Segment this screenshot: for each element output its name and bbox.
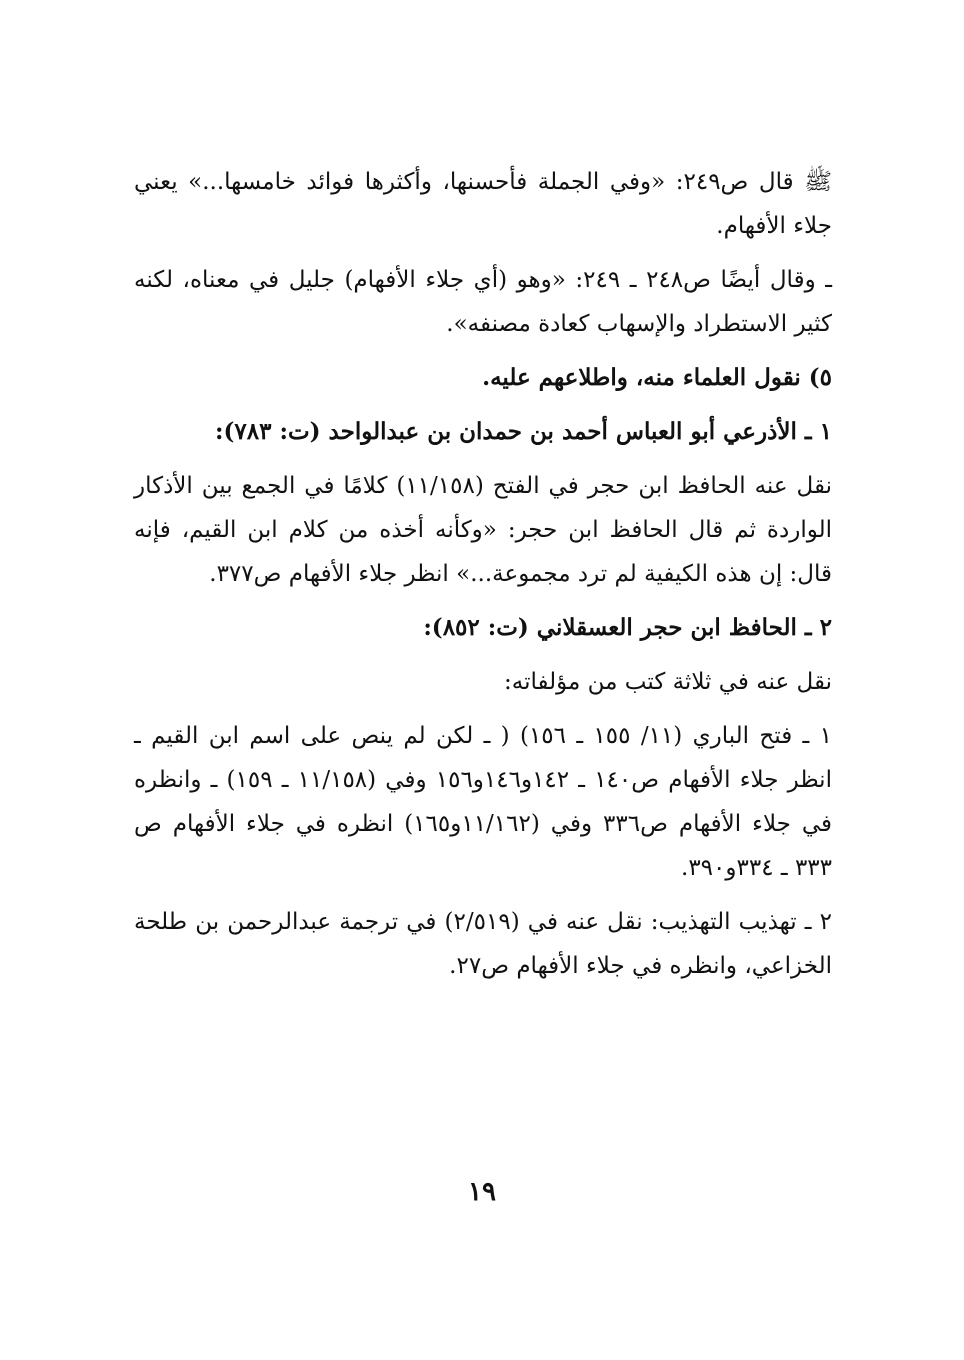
paragraph-quote-p249: ﷺ قال ص٢٤٩: «وفي الجملة فأحسنها، وأكثرها فوائد خامسها...» يعني جلاء الأفهام. xyxy=(134,169,832,239)
paragraph-quote-p248: ـ وقال أيضًا ص٢٤٨ ـ ٢٤٩: «وهو (أي جلاء الأفهام) جليل في معناه، لكنه كثير الاستطراد والإسهاب كعادة مصنفه». xyxy=(134,267,832,337)
paragraph-fath-albari: ١ ـ فتح الباري (١١/ ١٥٥ ـ ١٥٦) ( ـ لكن لم ينص على اسم ابن القيم ـ انظر جلاء الأفهام ص١٤٠ ـ ١٤٢و١٤٦و١٥٦ وفي (١١/١٥٨ ـ ١٥٩) ـ وانظره في جلاء الأفهام ص٣٣٦ وفي (١١/١٦٢و١٦٥) انظره في جلاء الأفهام ص ٣٣٣ ـ ٣٣٤و٣٩٠. xyxy=(134,723,832,881)
subheading-ibn-hajar: ٢ ـ الحافظ ابن حجر العسقلاني (ت: ٨٥٢): xyxy=(423,614,832,641)
section-heading-scholars-quotes: ٥) نقول العلماء منه، واطلاعهم عليه. xyxy=(482,364,832,391)
paragraph-tahdhib: ٢ ـ تهذيب التهذيب: نقل عنه في (٢/٥١٩) في ترجمة عبدالرحمن بن طلحة الخزاعي، وانظره في جلاء الأفهام ص٢٧. xyxy=(134,909,832,979)
page-number: ١٩ xyxy=(468,1177,496,1207)
subheading-adhraai: ١ ـ الأذرعي أبو العباس أحمد بن حمدان بن عبدالواحد (ت: ٧٨٣): xyxy=(215,418,832,445)
page-body xyxy=(134,160,832,998)
paragraph-adhraai-details: نقل عنه الحافظ ابن حجر في الفتح (١١/١٥٨) كلامًا في الجمع بين الأذكار الواردة ثم قال الحافظ ابن حجر: «وكأنه أخذه من كلام ابن القيم، فإنه قال: إن هذه الكيفية لم ترد مجموعة...» انظر جلاء الأفهام ص٣٧٧. xyxy=(134,473,832,587)
paragraph-ibn-hajar-intro: نقل عنه في ثلاثة كتب من مؤلفاته: xyxy=(504,669,832,695)
